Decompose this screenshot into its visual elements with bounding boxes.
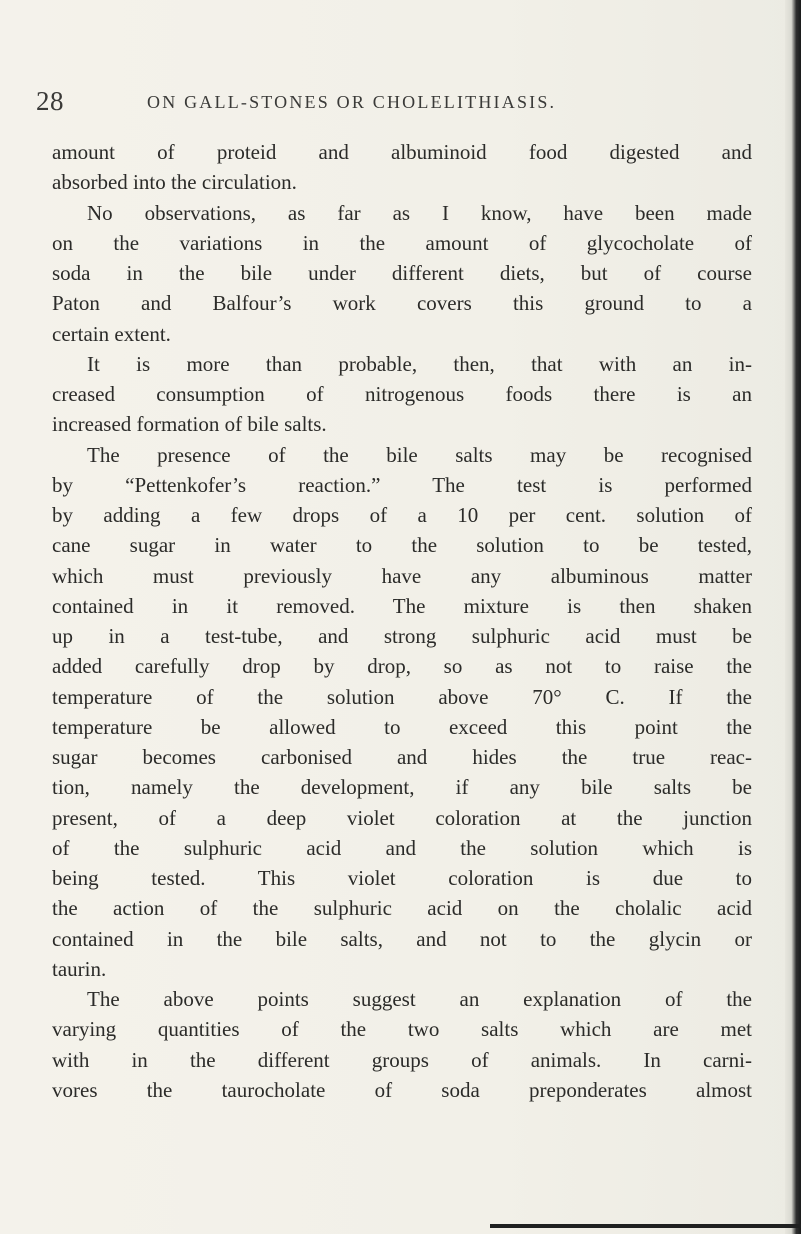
text-line: contained in the bile salts, and not to the glycin or (52, 926, 752, 951)
text-line: tion, namely the development, if any bile salts be (52, 775, 752, 800)
text-line: of the sulphuric acid and the solution which is (52, 835, 752, 860)
running-title: ON GALL-STONES OR CHOLELITHIASIS. (147, 92, 557, 112)
text-line: with in the different groups of animals. In carni- (52, 1047, 752, 1072)
text-line: added carefully drop by drop, so as not to raise the (52, 654, 752, 679)
text-line: temperature be allowed to exceed this point the (52, 714, 752, 739)
text-line: certain extent. (52, 321, 171, 346)
text-line: The presence of the bile salts may be recognised (87, 442, 752, 467)
text-line: present, of a deep violet coloration at the junction (52, 805, 752, 830)
text-line: taurin. (52, 956, 107, 981)
text-line: No observations, as far as I know, have been made (87, 200, 752, 225)
page-edge-shadow (785, 0, 801, 1234)
scan-bottom-edge (490, 1224, 801, 1228)
text-line: by adding a few drops of a 10 per cent. solution of (52, 503, 752, 527)
text-line: up in a test-tube, and strong sulphuric acid must be (52, 624, 752, 648)
text-line: increased formation of bile salts. (52, 412, 327, 437)
text-line: being tested. This violet coloration is due to (52, 866, 752, 890)
text-line: The above points suggest an explanation of the (87, 987, 752, 1011)
text-line: on the variations in the amount of glycocholate of (52, 230, 752, 255)
text-line: soda in the bile under different diets, but of course (52, 261, 752, 285)
text-line: vores the taurocholate of soda preponderates almost (52, 1077, 752, 1102)
text-line: varying quantities of the two salts which are met (52, 1017, 752, 1042)
text-line: contained in it removed. The mixture is then shaken (52, 593, 752, 618)
text-line: amount of proteid and albuminoid food digested and (52, 140, 752, 164)
page-number: 28 (36, 86, 64, 116)
text-line: It is more than probable, then, that with an in- (87, 351, 752, 376)
text-line: Paton and Balfour’s work covers this ground to a (52, 291, 752, 316)
body-text (52, 137, 752, 1105)
text-line: cane sugar in water to the solution to be tested, (52, 533, 752, 558)
text-line: absorbed into the circulation. (52, 170, 297, 195)
text-line: temperature of the solution above 70° C. If the (52, 684, 752, 709)
text-line: by “Pettenkofer’s reaction.” The test is performed (52, 472, 752, 497)
page-header (36, 84, 756, 124)
text-line: which must previously have any albuminous matter (52, 563, 752, 588)
text-line: the action of the sulphuric acid on the cholalic acid (52, 896, 752, 921)
text-line: sugar becomes carbonised and hides the true reac- (52, 745, 752, 769)
text-line: creased consumption of nitrogenous foods there is an (52, 382, 752, 406)
